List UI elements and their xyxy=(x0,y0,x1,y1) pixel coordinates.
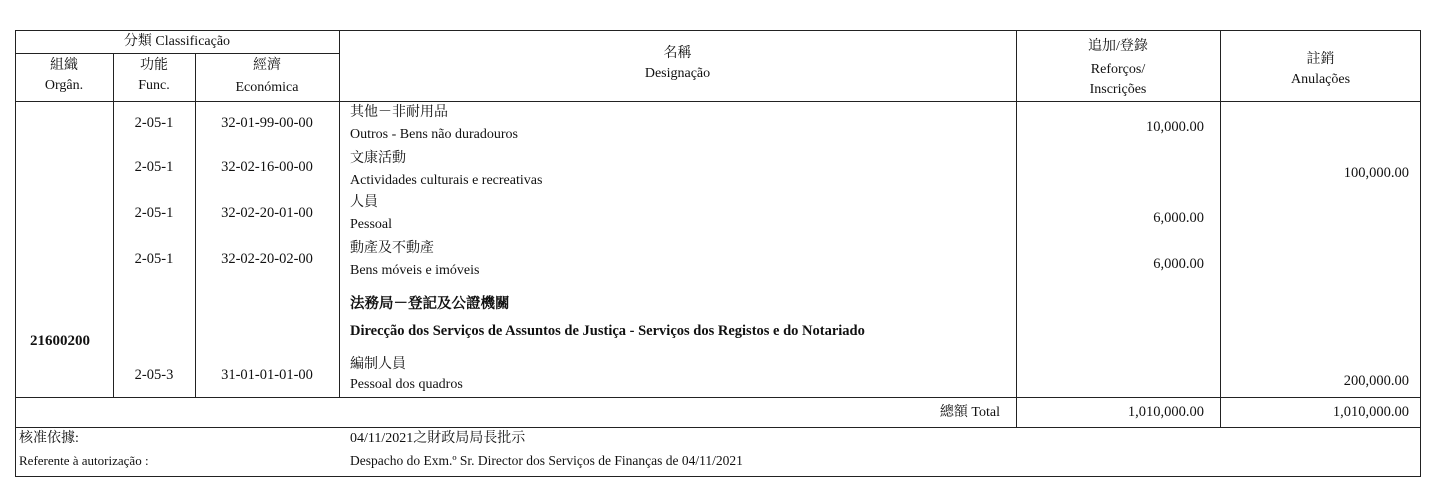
header-econ-zh: 經濟 xyxy=(253,58,281,73)
row-name-pt: Pessoal dos quadros xyxy=(350,377,463,392)
header-cancel-pt: Anulações xyxy=(1290,72,1351,87)
header-organ-pt: Orgân. xyxy=(44,78,84,93)
row-econ: 32-02-20-01-00 xyxy=(221,205,313,221)
footer-text-zh: 04/11/2021之財政局局長批示 xyxy=(350,431,526,446)
row-name-zh: 其他－非耐用品 xyxy=(350,105,448,120)
row-func: 2-05-1 xyxy=(134,251,174,267)
footer-text-pt: Despacho do Exm.º Sr. Director dos Serviços de Finanças de 04/11/2021 xyxy=(350,453,743,468)
row-func: 2-05-1 xyxy=(134,159,174,175)
body-bottom-line xyxy=(15,397,1421,398)
total-bottom-line xyxy=(15,427,1421,428)
header-classification: 分類 Classificação xyxy=(123,34,231,49)
row-econ: 32-02-16-00-00 xyxy=(221,159,313,175)
classification-underline xyxy=(15,53,339,54)
header-cancel-zh: 註銷 xyxy=(1306,52,1335,67)
row-name-pt: Outros - Bens não duradouros xyxy=(350,127,518,142)
total-reforco: 1,010,000.00 xyxy=(1127,404,1204,420)
row-reforco: 6,000.00 xyxy=(1153,210,1204,226)
row-name-zh: 文康活動 xyxy=(350,151,406,166)
col-divider-cancel xyxy=(1220,30,1221,427)
total-label: 總額 Total xyxy=(939,405,1000,420)
footer-label-zh: 核准依據: xyxy=(19,431,79,446)
row-name-zh: 編制人員 xyxy=(350,357,406,372)
total-anulacao: 1,010,000.00 xyxy=(1332,404,1409,420)
col-divider-organ xyxy=(113,53,114,397)
col-divider-econ xyxy=(339,30,340,397)
row-name-zh: 動產及不動產 xyxy=(350,241,434,256)
organ-code: 21600200 xyxy=(30,333,90,349)
row-name-zh: 人員 xyxy=(350,195,378,210)
header-reinforce-pt1: Reforços/ xyxy=(1090,62,1146,77)
section-name-pt: Direcção dos Serviços de Assuntos de Justiça - Serviços dos Registos e do Notariado xyxy=(350,323,865,339)
header-func-zh: 功能 xyxy=(140,58,168,73)
header-reinforce-pt2: Inscrições xyxy=(1089,82,1147,97)
row-func: 2-05-1 xyxy=(134,205,174,221)
header-func-pt: Func. xyxy=(138,78,170,93)
row-econ: 32-01-99-00-00 xyxy=(221,115,313,131)
header-organ-zh: 組織 xyxy=(50,58,78,73)
row-name-pt: Pessoal xyxy=(350,217,392,232)
row-econ: 32-02-20-02-00 xyxy=(221,251,313,267)
header-designation-pt: Designação xyxy=(644,66,711,81)
row-reforco: 6,000.00 xyxy=(1153,256,1204,272)
header-designation-zh: 名稱 xyxy=(663,46,692,61)
row-anulacao: 100,000.00 xyxy=(1343,165,1409,181)
section-name-zh: 法務局－登記及公證機關 xyxy=(350,296,510,312)
row-func: 2-05-1 xyxy=(134,115,174,131)
header-bottom-line xyxy=(15,101,1421,102)
header-econ-pt: Económica xyxy=(235,80,299,95)
header-reinforce-zh: 追加/登錄 xyxy=(1088,39,1148,54)
row-anulacao: 200,000.00 xyxy=(1343,373,1409,389)
col-divider-func xyxy=(195,53,196,397)
row-reforco: 10,000.00 xyxy=(1146,119,1204,135)
footer-label-pt: Referente à autorização : xyxy=(19,453,149,468)
row-name-pt: Bens móveis e imóveis xyxy=(350,263,480,278)
row-econ: 31-01-01-01-00 xyxy=(221,367,313,383)
row-name-pt: Actividades culturais e recreativas xyxy=(350,173,543,188)
row-func: 2-05-3 xyxy=(134,367,174,383)
